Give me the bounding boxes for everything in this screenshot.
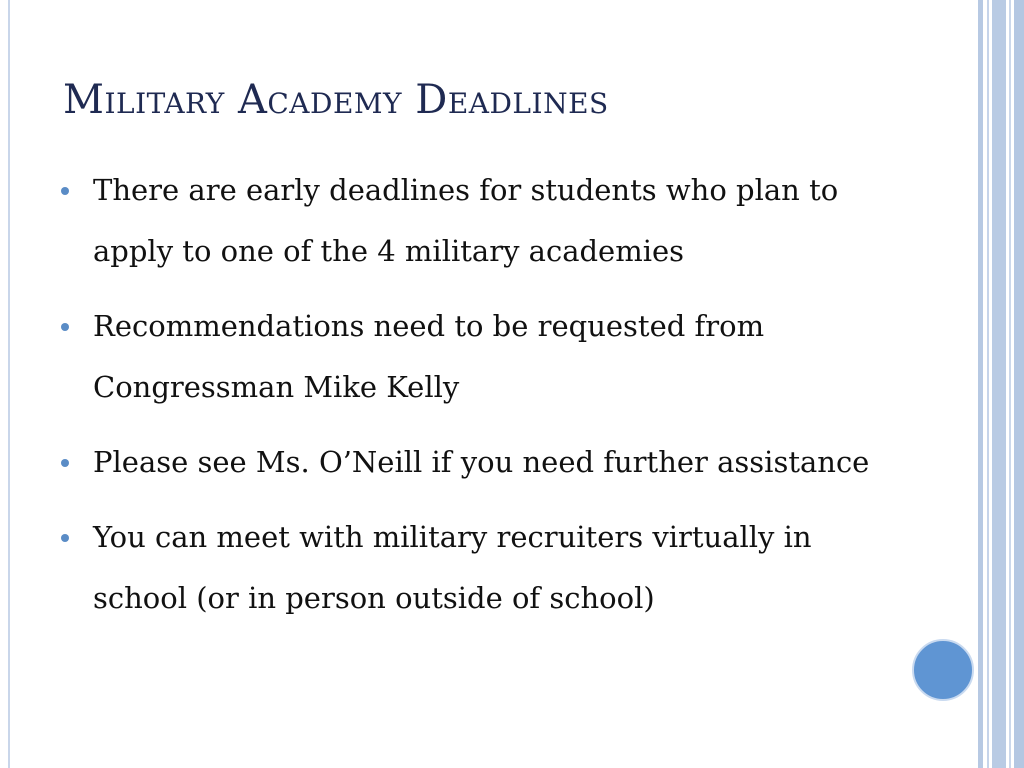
right-decorative-stripes: [978, 0, 1024, 768]
bullet-item: [56, 432, 886, 493]
bullet-dot-icon: [61, 534, 69, 542]
bullet-item: [56, 296, 886, 418]
bullet-dot-icon: [61, 459, 69, 467]
bullet-list: [56, 160, 886, 643]
decorative-circle: [912, 639, 974, 701]
stripe: [992, 0, 1006, 768]
slide-title: Military Academy Deadlines: [63, 77, 609, 123]
bullet-item: [56, 507, 886, 629]
bullet-text: Recommendations need to be requested from Congressman Mike Kelly: [93, 309, 765, 404]
stripe: [978, 0, 983, 768]
bullet-dot-icon: [61, 187, 69, 195]
stripe: [987, 0, 989, 768]
bullet-text: You can meet with military recruiters virtually in school (or in person outside of school): [93, 520, 812, 615]
bullet-item: [56, 160, 886, 282]
stripe: [1009, 0, 1011, 768]
bullet-text: There are early deadlines for students who plan to apply to one of the 4 military academies: [93, 173, 839, 268]
bullet-dot-icon: [61, 323, 69, 331]
stripe: [1014, 0, 1024, 768]
bullet-text: Please see Ms. O’Neill if you need further assistance: [93, 445, 870, 479]
left-border-line: [8, 0, 10, 768]
